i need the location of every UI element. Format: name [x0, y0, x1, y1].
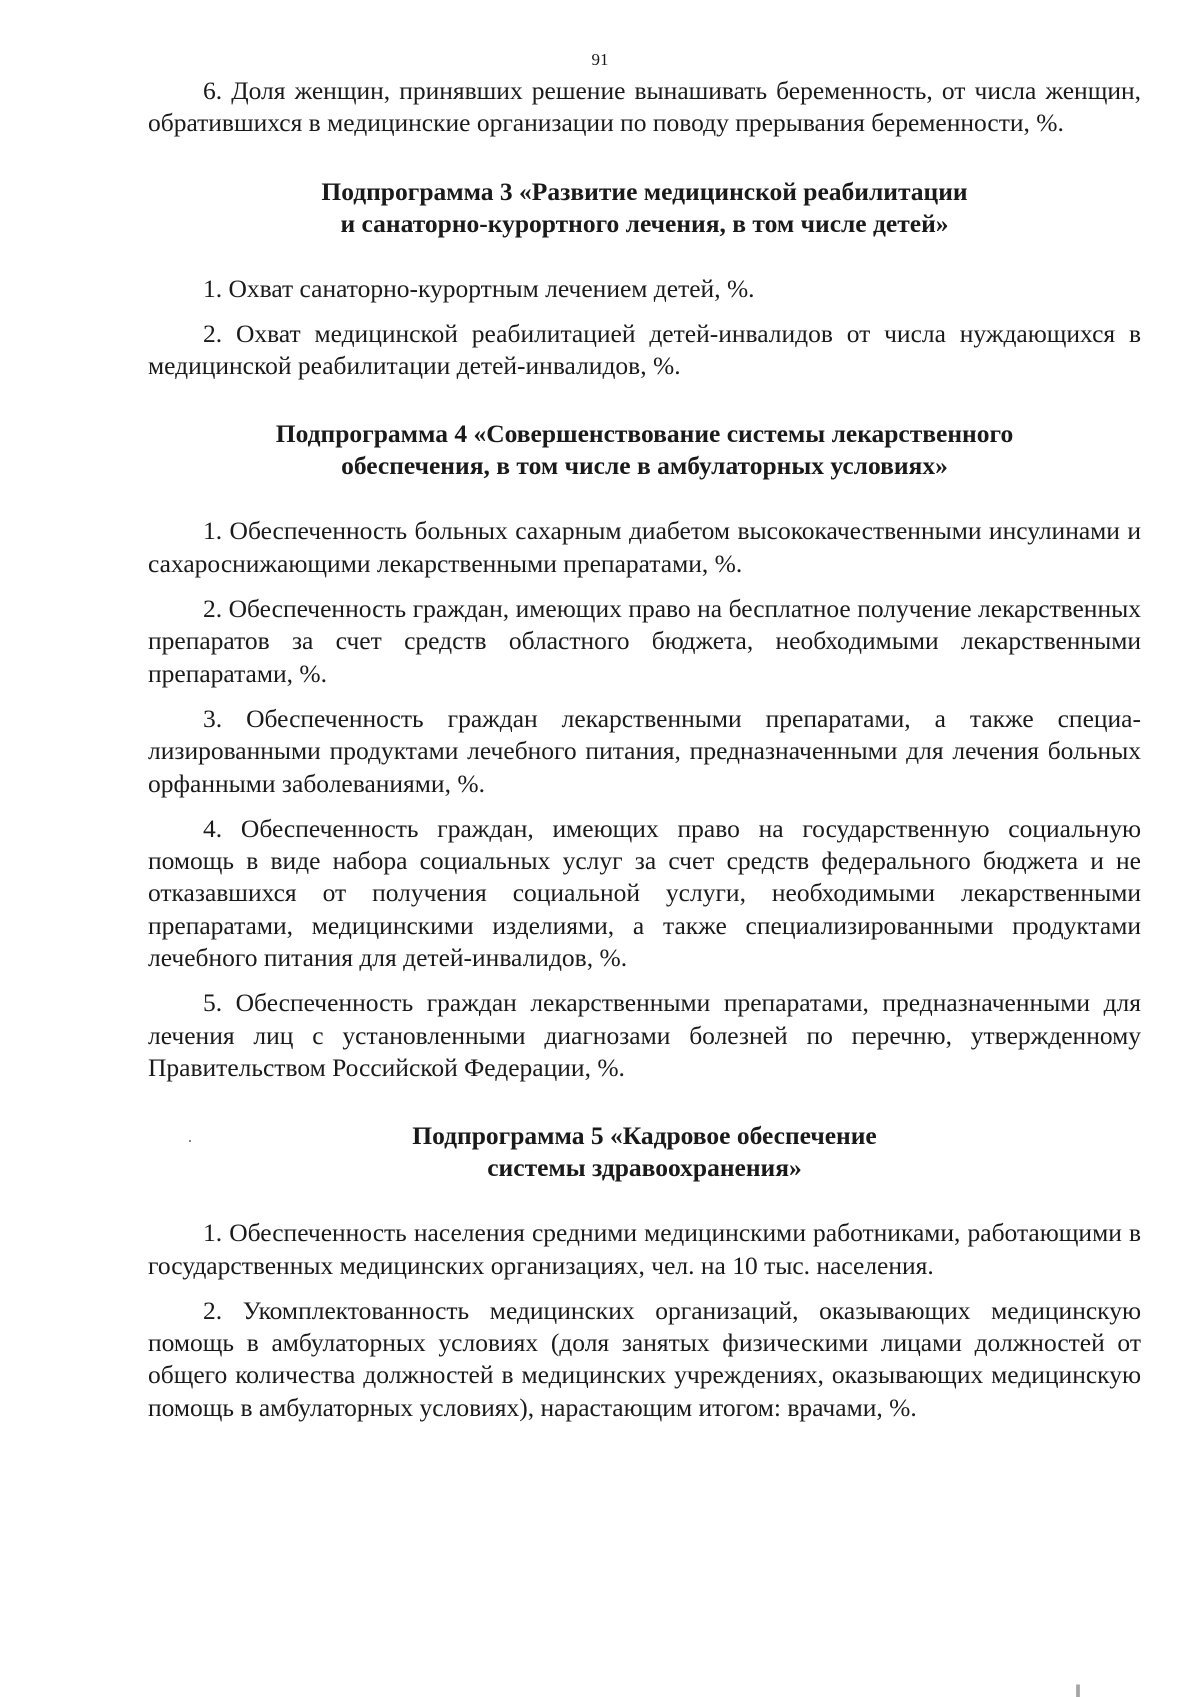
subprogram-4-title-line-1: Подпрограмма 4 «Совершенствование системы лекарственного [275, 419, 1014, 449]
subprogram-3-title-line-1: Подпрограмма 3 «Развитие медицинской реабилитации [321, 176, 968, 206]
subprogram-3-title-line-2: и санаторно-курортного лечения, в том числе детей» [340, 208, 949, 238]
subprogram-5-title-line-2: системы здравоохранения» [487, 1153, 802, 1183]
subprogram-4-item: 4. Обеспеченность граждан, имеющих право на государственную социальную помощь в виде набора социальных услуг за счет средств федерального бюджета и не отказавшихся от получения социальной услуги, необходимыми лекарственными препаратами, медицинскими изделиями, а также специализированными продуктами лечебного питания для детей-инвалидов, %. [148, 813, 1141, 973]
subprogram-3-heading [148, 176, 1141, 240]
subprogram-3-item: 2. Охват медицинской реабилитацией детей-инвалидов от числа нуждающихся в медицинской реабилитации детей-инвалидов, %. [148, 318, 1141, 381]
subprogram-4-item: 5. Обеспеченность граждан лекарственными препаратами, предназначенными для лечения лиц с установленными диагнозами болезней по перечню, утвержденному Правительством Российской Федерации, %. [148, 988, 1141, 1082]
page-content [148, 75, 1141, 1437]
scan-corner-mark: ‖ [1075, 1683, 1081, 1697]
subprogram-5-item: 2. Укомплектованность медицинских организаций, оказывающих медицинскую помощь в амбулаторных условиях (доля занятых физическими лицами должностей от общего количества должностей в медицинских учреждениях, оказывающих медицинскую помощь в амбулаторных условиях), нарастающим итогом: врачами, %. [148, 1295, 1141, 1422]
subprogram-4-item: 2. Обеспеченность граждан, имеющих право на бесплатное получение лекарственных препаратов за счет средств областного бюджета, необходимыми лекарственными препаратами, %. [148, 594, 1141, 688]
scan-speck [189, 1140, 191, 1142]
subprogram-4-title-line-2: обеспечения, в том числе в амбулаторных условиях» [341, 451, 948, 481]
intro-paragraph: 6. Доля женщин, принявших решение вынашивать беременность, от числа женщин, обратившихся в медицинские организации по поводу прерывания беременности, %. [148, 76, 1141, 138]
subprogram-4-item: 3. Обеспеченность граждан лекарственными препаратами, а также специализированными продуктами лечебного питания, предназначенными для лечения больных орфанными заболеваниями, %. [148, 703, 1141, 798]
subprogram-3-item: 1. Охват санаторно-курортным лечением детей, %. [203, 273, 755, 303]
subprogram-5-item: 1. Обеспеченность населения средними медицинскими работниками, работающими в государственных медицинских организациях, чел. на 10 тыс. населения. [148, 1218, 1141, 1280]
subprogram-5-heading [148, 1120, 1141, 1184]
page-number: 91 [591, 50, 609, 69]
subprogram-5-title-line-1: Подпрограмма 5 «Кадровое обеспечение [412, 1121, 877, 1151]
subprogram-4-item: 1. Обеспеченность больных сахарным диабетом высококачественными инсулинами и сахароснижающими лекарственными препаратами, %. [148, 516, 1141, 578]
subprogram-4-heading [148, 418, 1141, 482]
